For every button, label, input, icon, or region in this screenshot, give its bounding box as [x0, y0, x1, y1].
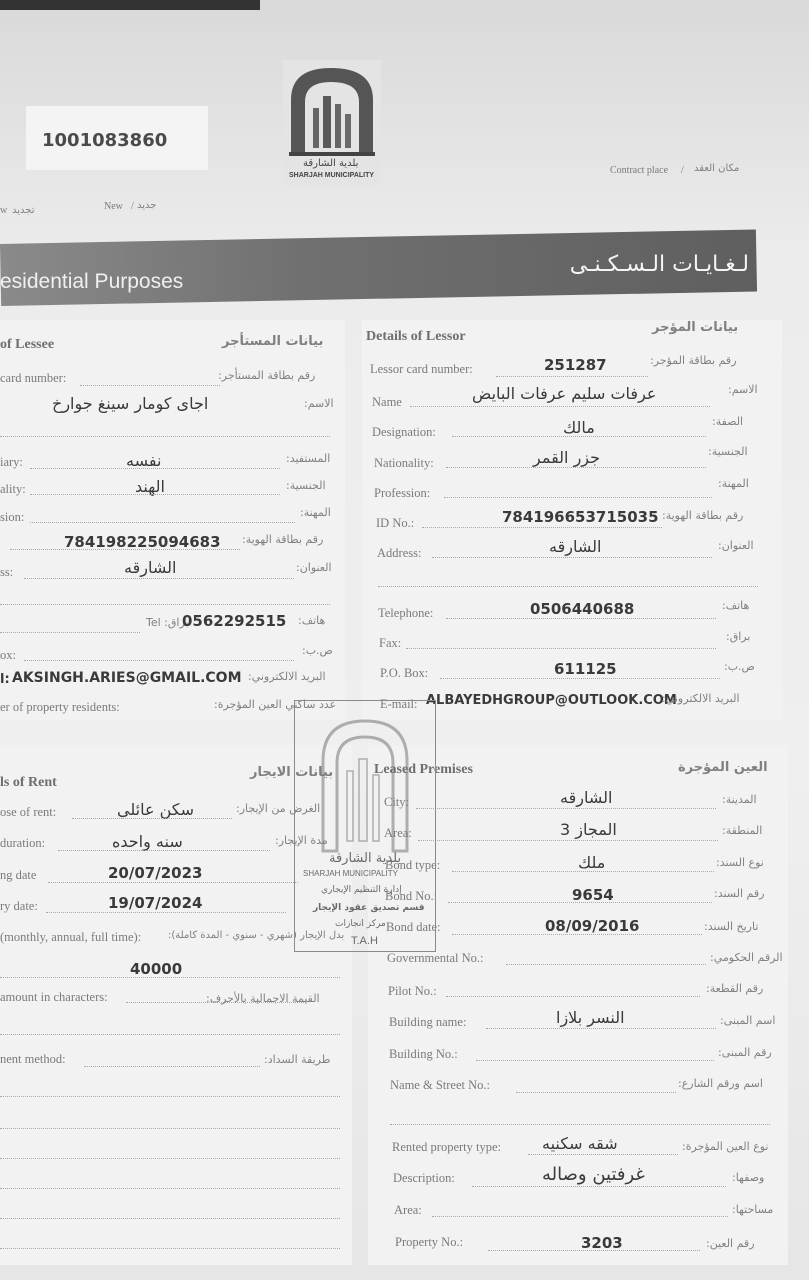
lessee-address-label-en: ss: [0, 565, 14, 579]
lessee-residents-label-ar: عدد ساكني العين المؤجرة: [214, 698, 337, 711]
premises-title-en: Leased Premises [374, 762, 473, 777]
sharjah-municipality-logo [283, 60, 381, 185]
premises-area-value: المجاز 3 [560, 820, 617, 839]
lessee-email-label-ar: البريد الالكتروني: [248, 670, 326, 683]
lessee-title-ar: بيانات المستأجر [222, 334, 324, 349]
lessee-tel-value: 0562292515 [182, 612, 287, 630]
contract-place-label-ar: مكان العقد [694, 163, 740, 174]
lessee-nationality-label-ar: الجنسية: [286, 479, 326, 492]
premises-gov-no-label-ar: الرقم الحكومي: [710, 951, 783, 964]
lessor-card-value: 251287 [544, 356, 607, 374]
lessor-name-value: عرفات سليم عرفات البايض [472, 384, 657, 403]
lessee-tel-label: براق: Tel [146, 616, 189, 629]
premises-gov-no-label-en: Governmental No.: [387, 951, 484, 965]
premises-desc-label-en: Description: [393, 1171, 455, 1185]
rent-allowance-label-ar: بدل الإيجار (شهري - سنوي - المدة كاملة): [168, 930, 345, 941]
banner-title-en: esidential Purposes [0, 270, 184, 293]
lessor-title-en: Details of Lessor [366, 329, 466, 344]
lessee-profession-label-ar: المهنة: [300, 506, 331, 519]
premises-street-label-ar: اسم ورقم الشارع: [678, 1077, 763, 1090]
contract-place-label-en: Contract place [610, 165, 669, 176]
premises-area-label-en: Area: [384, 826, 412, 840]
lessor-id-value: 784196653715035 [502, 508, 659, 526]
premises-city-label-en: City: [384, 795, 410, 809]
premises-type-value: شقه سكنيه [542, 1134, 618, 1153]
premises-property-no-label-ar: رقم العين: [706, 1237, 755, 1250]
lessor-pobox-label-en: P.O. Box: [380, 666, 429, 680]
rent-allowance-value: 40000 [130, 960, 183, 978]
lessor-title-ar: بيانات المؤجر [652, 320, 739, 335]
premises-plot-label-ar: رقم القطعة: [706, 982, 764, 995]
stamp-line-1: بلدية الشارقة [329, 851, 402, 866]
lessor-fax-label-en: Fax: [379, 636, 402, 650]
rent-amount-chars-label-ar: القيمة الاجمالية بالأحرف: [206, 992, 320, 1005]
new-label-en: New [104, 201, 123, 212]
lessor-card-label-ar: رقم بطاقة المؤجر: [650, 354, 737, 367]
rent-purpose-label-en: ose of rent: [0, 805, 57, 819]
lessor-nationality-label-ar: الجنسية: [708, 445, 748, 458]
lessor-email-label-ar: البريد الالكتروني: [662, 692, 740, 705]
logo-text-ar: بلدية الشارقة [303, 158, 359, 169]
rent-duration-label-ar: مدة الإيجار: [275, 834, 328, 847]
rent-amount-chars-label-en: amount in characters: [0, 990, 108, 1004]
premises-plot-label-en: Pilot No.: [388, 984, 437, 998]
lessor-telephone-label-ar: هاتف: [722, 599, 750, 612]
premises-city-value: الشارقه [560, 788, 613, 807]
lessee-card-label-ar: رقم بطاقة المستأجر: [218, 369, 316, 382]
lessee-id-label-ar: رقم بطاقة الهوية: [242, 533, 324, 546]
rent-allowance-label-en: (monthly, annual, full time): [0, 930, 142, 944]
contract-number-box [26, 106, 208, 170]
lessor-telephone-label-en: Telephone: [378, 606, 434, 620]
lessee-beneficiary-label-ar: المستفيد: [286, 452, 331, 465]
lessor-email-label-en: E-mail: [380, 697, 418, 711]
rent-end-label-en: ry date: [0, 899, 38, 913]
rent-end-value: 19/07/2024 [108, 894, 203, 912]
premises-bond-type-label-ar: نوع السند: [716, 856, 764, 869]
lessor-email-value: ALBAYEDHGROUP@OUTLOOK.COM [426, 693, 677, 708]
lessee-phone-label-ar: هاتف: [298, 614, 326, 627]
rent-duration-value: سنه واحده [112, 832, 183, 851]
new-label-ar: جديد [137, 200, 157, 211]
premises-bond-type-label-en: Bond type: [385, 858, 441, 872]
lessee-email-prefix: l: [0, 672, 10, 687]
premises-type-label-en: Rented property type: [392, 1140, 501, 1154]
premises-bond-type-value: ملك [578, 853, 606, 872]
lessor-telephone-value: 0506440688 [530, 600, 635, 618]
lessor-designation-label-en: Designation: [372, 425, 436, 439]
premises-bond-no-value: 9654 [572, 886, 614, 904]
premises-bond-no-label-ar: رقم السند: [714, 887, 765, 900]
lessee-profession-label-en: sion: [0, 510, 25, 524]
lessee-nationality-label-en: ality: [0, 482, 26, 496]
lessee-id-value: 784198225094683 [64, 533, 221, 551]
lessee-residents-label-en: er of property residents: [0, 700, 120, 714]
premises-bond-date-value: 08/09/2016 [545, 917, 640, 935]
scan-edge [0, 0, 260, 10]
premises-sq-area-label-ar: مساحتها: [732, 1203, 774, 1216]
lessee-address-label-ar: العنوان: [296, 561, 332, 574]
premises-bond-no-label-en: Bond No.: [385, 889, 438, 903]
certification-stamp [294, 700, 436, 952]
lessor-address-label-ar: العنوان: [718, 539, 754, 552]
lessor-designation-value: مالك [563, 418, 595, 437]
lessor-nationality-value: جزر القمر [533, 448, 601, 467]
premises-street-label-en: Name & Street No.: [390, 1078, 490, 1092]
lessor-id-label-en: ID No.: [376, 516, 415, 530]
lessor-nationality-label-en: Nationality: [374, 456, 434, 470]
lessor-profession-label-en: Profession: [374, 486, 431, 500]
lessor-profession-label-ar: المهنة: [718, 477, 749, 490]
logo-text-en: SHARJAH MUNICIPALITY [289, 172, 375, 179]
premises-property-no-label-en: Property No.: [395, 1235, 464, 1249]
lessor-fax-label-ar: براق: [726, 630, 751, 643]
rent-payment-label-en: nent method: [0, 1052, 66, 1066]
lessor-pobox-label-ar: ص.ب: [724, 660, 755, 673]
premises-desc-label-ar: وصفها: [732, 1171, 765, 1184]
banner-title-ar: لـغـايـات الـسـكـنـى [569, 252, 749, 277]
premises-bond-date-label-en: Bond date: [386, 920, 441, 934]
premises-property-no-value: 3203 [581, 1234, 623, 1252]
premises-building-name-label-en: Building name: [389, 1015, 467, 1029]
lessee-address-value: الشارقه [124, 558, 177, 577]
rent-payment-label-ar: طريقة السداد: [264, 1053, 331, 1066]
lessor-designation-label-ar: الصفة: [712, 415, 744, 428]
rent-purpose-label-ar: الغرض من الإيجار: [236, 802, 321, 815]
premises-building-name-label-ar: اسم المبنى: [720, 1014, 776, 1027]
premises-building-no-label-en: Building No.: [389, 1047, 458, 1061]
lessee-nationality-value: الهند [135, 477, 165, 496]
premises-type-label-ar: نوع العين المؤجرة: [682, 1140, 769, 1153]
lessee-beneficiary-value: نفسه [126, 451, 162, 470]
rent-title-en: ls of Rent [0, 775, 57, 790]
rent-duration-label-en: duration: [0, 836, 46, 850]
premises-bond-date-label-ar: تاريخ السند: [704, 920, 759, 933]
lessee-email-value: AKSINGH.ARIES@GMAIL.COM [12, 670, 242, 686]
stamp-line-3: إدارة التنظيم الإيجاري [321, 885, 402, 895]
premises-city-label-ar: المدينة: [722, 793, 757, 806]
renew-label-en: w [0, 205, 8, 216]
rent-start-label-en: ng date [0, 868, 37, 882]
lessor-address-value: الشارقه [549, 537, 602, 556]
lessor-pobox-value: 611125 [554, 660, 617, 678]
lessee-pobox-label-en: ox: [0, 648, 16, 662]
lessee-card-label-en: card number: [0, 371, 67, 385]
lessee-title-en: of Lessee [0, 337, 55, 352]
lessor-name-label-ar: الاسم: [728, 383, 758, 396]
rent-start-value: 20/07/2023 [108, 864, 203, 882]
stamp-line-6: T.A.H [351, 935, 378, 947]
lessor-id-label-ar: رقم بطاقة الهوية: [662, 509, 744, 522]
rent-purpose-value: سكن عائلي [117, 800, 195, 819]
lessor-card-label-en: Lessor card number: [370, 362, 473, 376]
contract-number: 1001083860 [42, 130, 168, 151]
premises-building-no-label-ar: رقم المبنى: [718, 1046, 772, 1059]
premises-title-ar: العين المؤجرة [678, 760, 768, 775]
stamp-line-4: قسم تصديق عقود الإيجار [313, 903, 425, 913]
stamp-line-2: SHARJAH MUNICIPALITY [303, 869, 398, 878]
lessee-name-value: اجاى كومار سينغ جوارخ [52, 394, 209, 413]
premises-desc-value: غرفتين وصاله [542, 1164, 645, 1185]
lessee-beneficiary-label-en: iary: [0, 455, 23, 469]
renew-label-ar: تجديد [12, 205, 35, 216]
lessee-name-label-ar: الاسم: [304, 397, 334, 410]
lessee-pobox-label-ar: ص.ب: [302, 644, 333, 657]
lessor-name-label-en: Name [372, 395, 402, 409]
premises-sq-area-label-en: Area: [394, 1203, 422, 1217]
rent-title-ar: بيانات الايجار [250, 765, 334, 780]
stamp-line-5: مركز انجازات [335, 919, 386, 929]
lessor-address-label-en: Address: [377, 546, 422, 560]
premises-building-name-value: النسر بلازا [556, 1008, 625, 1027]
premises-area-label-ar: المنطقة: [722, 824, 763, 837]
document-page: 1001083860 بلدية الشارقة SHARJAH MUNICIPALITY Contract place / مكان العقد New / جديد تجديد w esidential Purposes لـغـايـات الـسـكـنـى of Lessee بيانات المستأجر card number: رقم بطاقة المستأجر: اجاى كومار سينغ جوارخ الاسم: iary: نفسه المستفيد: ality: الهند الجنسية: sion: المهنة: 784198225094683 رقم بطاقة الهوية: ss: الشارقه العنوان: براق: Tel 0562292515 هاتف: ox: ص.ب: l: AKSINGH.ARIES@GMAIL.COM البريد الالكتروني: er of property residents: عدد ساكني العين المؤجرة: Details of Lessor بيانات المؤجر Lessor card number: 251287 رقم بطاقة المؤجر: Name عرفات سليم عرفات البايض الاسم: Designation: مالك الصفة: Nationality: جزر القمر الجنسية: Profession: المهنة: ID No.: 784196653715035 رقم بطاقة الهوية: Address: الشارقه العنوان: Telephone: 0506440688 هاتف: Fax: براق: P.O. Box: 611125 ص.ب: E-mail: ALBAYEDHGROUP@OUTLOOK.COM البريد الالكتروني: ls of Rent بيانات الايجار ose of rent: سكن عائلي الغرض من الإيجار: duration: سنه واحده مدة الإيجار: ng date 20/07/2023 ry date: 19/07/2024 (monthly, annual, full time): بدل الإيجار (شهري - سنوي - المدة كاملة): 40000 amount in characters: القيمة الاجمالية بالأحرف: nent method: طريقة السداد: Leased Premises العين المؤجرة City: الشارقه المدينة: Area: المجاز 3 المنطقة: Bond type: ملك نوع السند: Bond No.: 9654 رقم السند: Bond date: 08/09/2016 تاريخ السند: Governmental No.: الرقم الحكومي: Pilot No.: رقم القطعة: Building name: النسر بلازا اسم المبنى: Building No.: رقم المبنى: Name & Street No.: اسم ورقم الشارع: Rented property type: شقه سكنيه نوع العين المؤجرة: Description: غرفتين وصاله وصفها: Area: مساحتها: Property No.: 3203 رقم العين: بلدية الشارقة SHARJAH MUNICIPALITY إدارة التنظيم الإيجاري قسم تصديق عقود الإيجار مركز انجازات T.A.H [0, 0, 809, 1280]
